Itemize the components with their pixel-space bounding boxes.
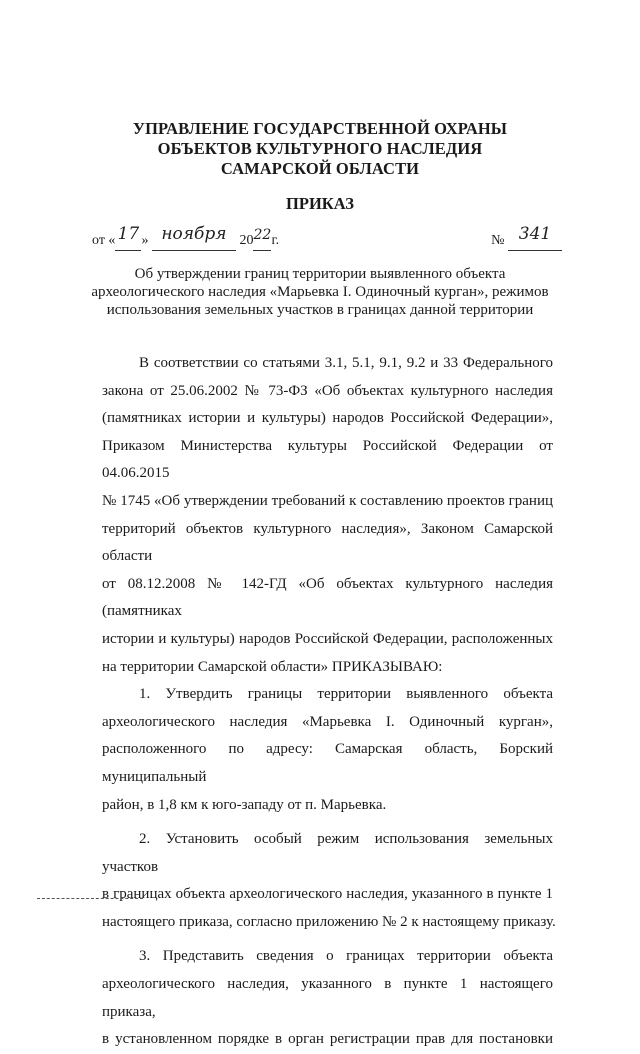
preamble-line: от 08.12.2008 № 142-ГД «Об объектах культурного наследия (памятниках	[102, 575, 553, 620]
item-2-paragraph	[102, 826, 556, 936]
item-1-line: археологического наследия «Марьевка I. Одиночный курган»,	[102, 713, 553, 730]
agency-heading-line-2: ОБЪЕКТОВ КУЛЬТУРНОГО НАСЛЕДИЯ	[157, 139, 483, 158]
date-mid: »	[141, 233, 149, 248]
item-2-line: 2. Установить особый режим использования земельных участков	[102, 831, 553, 875]
date-day-slot	[115, 224, 141, 251]
preamble-line: истории и культуры) народов Российской Федерации, расположенных	[102, 630, 553, 647]
order-number-field	[491, 224, 562, 251]
item-2-line: настоящего приказа, согласно приложению № 2 к настоящему приказу.	[102, 913, 556, 930]
document-type-title: ПРИКАЗ	[286, 194, 354, 213]
agency-heading-line-3: САМАРСКОЙ ОБЛАСТИ	[220, 159, 420, 178]
order-subject	[0, 265, 640, 319]
date-number-line	[92, 226, 562, 254]
date-month: ноября	[161, 224, 227, 244]
subject-line-2: археологического наследия «Марьевка I. Одиночный курган», режимов	[91, 284, 549, 300]
order-number: 341	[518, 224, 552, 244]
date-year-unit: г.	[271, 233, 280, 248]
preamble-line: В соответствии со статьями 3.1, 5.1, 9.1, 9.2 и 33 Федерального	[139, 355, 553, 371]
date-day: 17	[117, 224, 140, 244]
order-number-slot	[508, 224, 562, 251]
subject-line-3: использования земельных участков в границах данной территории	[106, 302, 534, 318]
footnote-separator	[37, 898, 143, 899]
preamble-paragraph	[102, 350, 553, 681]
preamble-line: территорий объектов культурного наследия», Законом Самарской области	[102, 520, 553, 565]
preamble-line: (памятниках истории и культуры) народов Российской Федерации»,	[102, 410, 553, 427]
item-1-line: расположенного по адресу: Самарская область, Борский муниципальный	[102, 741, 553, 785]
order-number-label: №	[491, 233, 505, 248]
agency-heading-line-1: УПРАВЛЕНИЕ ГОСУДАРСТВЕННОЙ ОХРАНЫ	[132, 119, 508, 138]
subject-line-1: Об утверждении границ территории выявленного объекта	[134, 266, 506, 282]
preamble-line: закона от 25.06.2002 № 73-ФЗ «Об объектах культурного наследия	[102, 382, 553, 399]
preamble-line: № 1745 «Об утверждении требований к составлению проектов границ	[102, 492, 553, 509]
agency-heading	[0, 119, 640, 179]
date-year-slot	[253, 227, 272, 251]
date-year-suffix: 22	[253, 227, 272, 243]
item-3-line: в установленном порядке в орган регистрации прав для постановки	[102, 1031, 553, 1048]
order-body	[102, 350, 556, 1054]
date-year-prefix: 20	[239, 233, 254, 248]
item-2-line: в границах объекта археологического наследия, указанного в пункте 1	[102, 886, 553, 903]
preamble-line: на территории Самарской области» ПРИКАЗЫВАЮ:	[102, 658, 443, 675]
item-3-line: археологического наследия, указанного в пункте 1 настоящего приказа,	[102, 976, 553, 1020]
date-prefix: от «	[92, 233, 116, 248]
item-3-line: 3. Представить сведения о границах территории объекта	[139, 948, 553, 965]
date-month-slot	[152, 224, 236, 251]
date-field	[92, 224, 280, 251]
item-3-paragraph	[102, 943, 553, 1053]
preamble-line: Приказом Министерства культуры Российской Федерации от 04.06.2015	[102, 437, 553, 482]
item-1-line: 1. Утвердить границы территории выявленного объекта	[139, 686, 553, 703]
item-1-paragraph	[102, 681, 553, 819]
item-1-line: район, в 1,8 км к юго-западу от п. Марьевка.	[102, 796, 387, 813]
